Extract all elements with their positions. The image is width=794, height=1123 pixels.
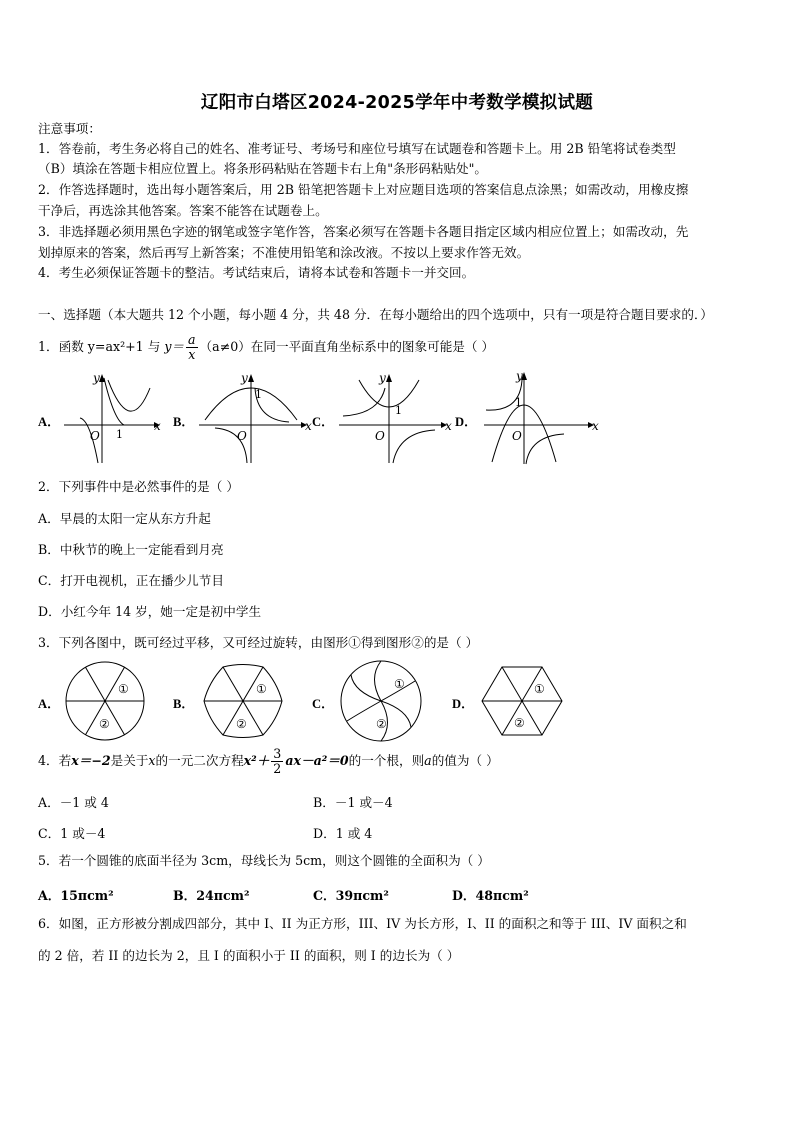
q5-option-c: C．39πcm² xyxy=(313,888,389,903)
q4-post: 的一个根，则 xyxy=(348,753,425,768)
notice-line-6: 划掉原来的答案，然后再写上新答案；不准使用铅笔和涂改液。不按以上要求作答无效。 xyxy=(38,245,530,260)
q3c-mark-1: ① xyxy=(394,677,405,691)
q1d-y-label: y xyxy=(516,369,523,383)
q3d-mark-1: ① xyxy=(534,682,545,696)
q1c-origin: O xyxy=(375,429,385,443)
q1-post: （a≠0）在同一平面直角坐标系中的图象可能是（ ） xyxy=(199,339,495,354)
question-6-line-1: 6．如图，正方形被分割成四部分，其中 I、II 为正方形，III、IV 为长方形，I、II 的面积之和等于 III、IV 面积之和 xyxy=(38,916,687,931)
q4-var-a: a xyxy=(424,753,432,768)
notice-line-5: 3．非选择题必须用黑色字迹的钢笔或签字笔作答，答案必须写在答题卡各题目指定区域内相应位置上；如需改动，先 xyxy=(38,224,689,239)
q4-var-x: x xyxy=(148,753,156,768)
q1a-origin: O xyxy=(90,429,100,443)
q1-frac-num: a xyxy=(188,332,196,347)
q1b-origin: O xyxy=(237,429,247,443)
q3d-mark-2: ② xyxy=(514,716,525,730)
q1d-origin: O xyxy=(512,429,522,443)
notice-line-1: 1．答卷前，考生务必将自己的姓名、准考证号、考场号和座位号填写在试题卷和答题卡上。用 2B 铅笔将试卷类型 xyxy=(38,141,676,156)
question-5-stem: 5．若一个圆锥的底面半径为 3cm，母线长为 5cm，则这个圆锥的全面积为（ ） xyxy=(38,853,490,868)
q4-frac-num: 3 xyxy=(273,746,282,761)
q3b-mark-1: ① xyxy=(256,682,267,696)
q3a-mark-2: ② xyxy=(99,717,110,731)
q1a-x-label: x xyxy=(154,419,161,433)
q4-frac-den: 2 xyxy=(273,761,282,776)
q4-pre: 4．若 xyxy=(38,753,72,768)
question-4-stem xyxy=(38,746,499,776)
q3-figure-d xyxy=(478,660,568,742)
q3-option-a-label: A． xyxy=(38,697,60,711)
q4-option-c: C．1 或－4 xyxy=(38,826,106,841)
notice-heading: 注意事项： xyxy=(38,121,101,136)
q1-frac-den: x xyxy=(188,347,196,362)
q1-option-a-label: A． xyxy=(38,415,60,429)
question-2-stem: 2．下列事件中是必然事件的是（ ） xyxy=(38,479,239,494)
notice-line-7: 4．考生必须保证答题卡的整洁。考试结束后，请将本试卷和答题卡一并交回。 xyxy=(38,265,475,280)
question-1-stem xyxy=(38,332,494,362)
question-6-line-2: 的 2 倍，若 II 的边长为 2，且 I 的面积小于 II 的面积，则 I 的边长为（ ） xyxy=(38,948,460,963)
q1-graph-d xyxy=(480,366,605,468)
q3-option-b-label: B． xyxy=(173,697,194,711)
q4-mid2: 的一元二次方程 xyxy=(155,753,244,768)
q5-option-a: A．15πcm² xyxy=(38,888,114,903)
q4-option-d: D．1 或 4 xyxy=(313,826,373,841)
q4-condition: x＝−2 xyxy=(71,753,111,768)
section-heading: 一、选择题（本大题共 12 个小题，每小题 4 分，共 48 分．在每小题给出的四个选项中，只有一项是符合题目要求的．） xyxy=(38,307,713,322)
question-3-stem: 3．下列各图中，既可经过平移，又可经过旋转，由图形①得到图形②的是（ ） xyxy=(38,635,479,650)
q2-option-a: A．早晨的太阳一定从东方升起 xyxy=(38,511,211,526)
q3-figure-b xyxy=(200,660,286,742)
q4-option-a: A．－1 或 4 xyxy=(38,795,109,810)
q2-option-b: B．中秋节的晚上一定能看到月亮 xyxy=(38,542,224,557)
q3c-mark-2: ② xyxy=(376,717,387,731)
q1c-x-label: x xyxy=(445,419,452,433)
notice-line-4: 干净后，再选涂其他答案。答案不能答在试题卷上。 xyxy=(38,203,328,218)
q1-graph-c xyxy=(335,368,455,468)
q3-figure-a xyxy=(62,660,150,742)
notice-line-3: 2．作答选择题时，选出每小题答案后，用 2B 铅笔把答题卡上对应题目选项的答案信息点涂黑；如需改动，用橡皮擦 xyxy=(38,182,689,197)
notice-line-2: （B）填涂在答题卡相应位置上。将条形码粘贴在答题卡右上角"条形码粘贴处"。 xyxy=(38,161,488,176)
q1-y-eq: y＝ xyxy=(164,339,185,354)
q1b-y-label: y xyxy=(241,371,248,385)
q1-graph-b xyxy=(195,368,315,468)
q1c-one: 1 xyxy=(395,404,402,417)
q1-fraction xyxy=(186,333,198,362)
q1a-y-label: y xyxy=(93,371,100,385)
q2-option-d: D．小红今年 14 岁，她一定是初中学生 xyxy=(38,604,262,619)
q1a-one: 1 xyxy=(116,428,123,441)
q3-option-d-label: D． xyxy=(452,697,474,711)
q4-mid: 是关于 xyxy=(110,753,149,768)
q5-option-d: D．48πcm² xyxy=(452,888,529,903)
q1-option-c-label: C． xyxy=(312,415,334,429)
q1-graph-a xyxy=(60,368,170,468)
q1d-one: 1 xyxy=(515,396,522,409)
page-title: 辽阳市白塔区2024-2025学年中考数学模拟试题 xyxy=(200,93,594,113)
q4-eq-b: ax－a²＝0 xyxy=(285,753,349,768)
q1d-x-label: x xyxy=(592,419,599,433)
q1c-y-label: y xyxy=(379,371,386,385)
q5-option-b: B．24πcm² xyxy=(173,888,250,903)
q2-option-c: C．打开电视机，正在播少儿节目 xyxy=(38,573,224,588)
q4-option-b: B．－1 或－4 xyxy=(313,795,393,810)
q4-post2: 的值为（ ） xyxy=(431,753,499,768)
q1b-one: 1 xyxy=(255,388,262,401)
q3a-mark-1: ① xyxy=(118,682,129,696)
q3-figure-c xyxy=(338,658,426,744)
q4-eq-a: x²＋ xyxy=(243,753,270,768)
q1-option-d-label: D． xyxy=(455,415,477,429)
q1-option-b-label: B． xyxy=(173,415,194,429)
q3b-mark-2: ② xyxy=(236,717,247,731)
q3-option-c-label: C． xyxy=(312,697,334,711)
q1b-x-label: x xyxy=(305,419,312,433)
q1-pre: 1．函数 y=ax²+1 与 xyxy=(38,339,161,354)
q4-fraction xyxy=(271,747,283,776)
